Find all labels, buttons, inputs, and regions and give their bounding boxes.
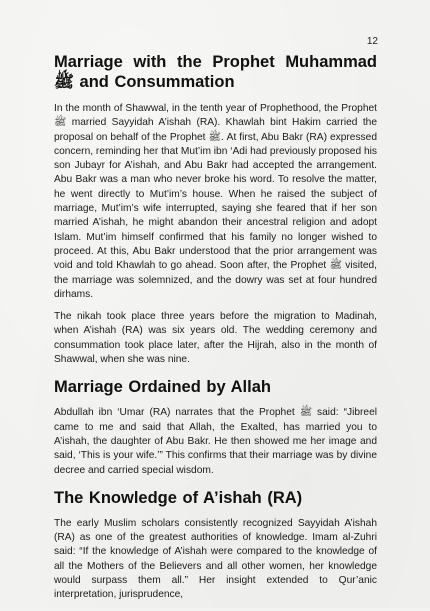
paragraph-knowledge-1: The early Muslim scholars consistently recognized Sayyidah A’ishah (RA) as one of the greatest authorities of knowledge. Imam al-Zuhri said: “If the knowledge of A’ishah were compared to the knowledge of all the Mothers of the Believers and all other women, her knowledge would surpass them all.” Her insight extended to Qur’anic interpretation, jurisprudence, xyxy=(54,517,377,601)
section-heading-knowledge: The Knowledge of A’ishah (RA) xyxy=(54,488,303,507)
page-content xyxy=(54,52,377,611)
page-number: 12 xyxy=(366,36,378,47)
section-heading-marriage: Marriage with the Prophet Muhammad ﷺ and Consummation xyxy=(54,53,377,91)
paragraph-marriage-2: The nikah took place three years before the migration to Madinah, when A’ishah (RA) was six years old. The wedding ceremony and consummation took place later, after the Hijrah, also in the month of Shawwal, when she was nine. xyxy=(54,311,377,366)
section-heading-ordained: Marriage Ordained by Allah xyxy=(54,378,271,397)
paragraph-marriage-1: In the month of Shawwal, in the tenth year of Prophethood, the Prophet ﷺ married Sayyidah A’ishah (RA). Khawlah bint Hakim carried the proposal on behalf of the Prophet ﷺ. At first, Abu Bakr (RA) expressed concern, reminding her that Mut’im ibn ‘Adi had previously proposed his son Jubayr for A’ishah, and Abu Bakr had accepted the arrangement. Abu Bakr was a man who never broke his word. To resolve the matter, he went directly to Mut’im’s house. When he raised the subject of marriage, Mut’im’s wife interrupted, saying she feared that if her son married A’ishah, he might abandon their ancestral religion and adopt Islam. Mut’im himself confirmed that his family no longer wished to proceed. At this, Abu Bakr understood that the prior arrangement was void and told Khawlah to go ahead. Soon after, the Prophet ﷺ visited, the marriage was solemnized, and the dowry was set at four hundred dirhams. xyxy=(54,103,377,300)
paragraph-ordained-1: Abdullah ibn ‘Umar (RA) narrates that the Prophet ﷺ said: “Jibreel came to me and said that Allah, the Exalted, has married you to A’ishah, the daughter of Abu Bakr. He then showed me her image and said, ‘This is your wife.’” This confirms that their marriage was by divine decree and carried special wisdom. xyxy=(54,407,377,476)
